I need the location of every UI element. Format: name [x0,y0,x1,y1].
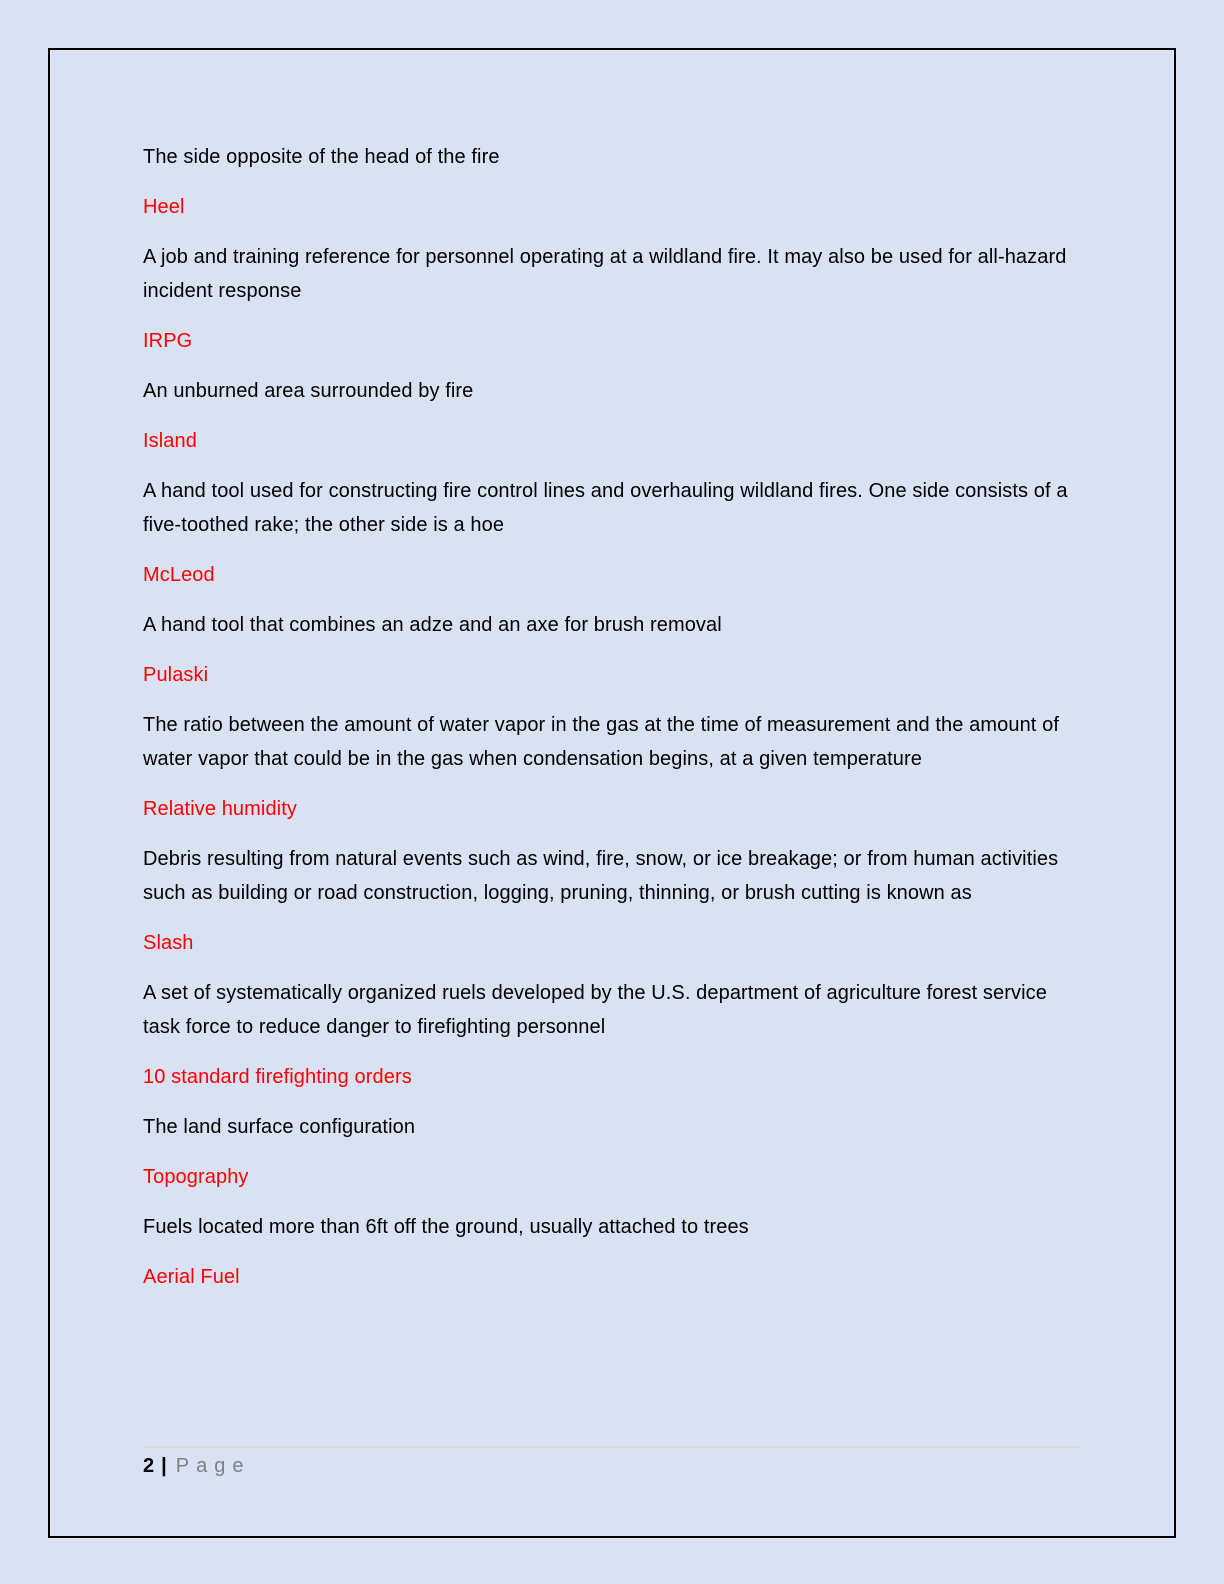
term-heading: Aerial Fuel [143,1266,240,1288]
term-heading: 10 standard firefighting orders [143,1066,412,1088]
term-heading: Pulaski [143,664,209,686]
definition-text: Debris resulting from natural events such as wind, fire, snow, or ice breakage; or from human activities such as building or road construction, logging, pruning, thinning, or brush cutting is known as [143,848,1059,904]
term-heading: Slash [143,932,194,954]
definition-text: The land surface configuration [143,1116,416,1138]
definition-text: Fuels located more than 6ft off the ground, usually attached to trees [143,1216,749,1238]
term-heading: Relative humidity [143,798,297,820]
document-body [143,140,1080,1310]
footer-separator: | [161,1455,167,1477]
definition-text: An unburned area surrounded by fire [143,380,474,402]
definition-text: A job and training reference for personnel operating at a wildland fire. It may also be used for all-hazard incident response [143,246,1067,302]
page-number: 2 [143,1455,155,1477]
footer-divider-line [143,1446,1080,1448]
page-label: Page [175,1455,251,1477]
term-heading: McLeod [143,564,215,586]
definition-text: The side opposite of the head of the fire [143,146,500,168]
term-heading: Island [143,430,197,452]
definition-text: A hand tool that combines an adze and an axe for brush removal [143,614,722,636]
definition-text: A hand tool used for constructing fire control lines and overhauling wildland fires. One side consists of a five-toothed rake; the other side is a hoe [143,480,1068,536]
definition-text: A set of systematically organized ruels developed by the U.S. department of agriculture forest service task force to reduce danger to firefighting personnel [143,982,1047,1038]
definition-text: The ratio between the amount of water vapor in the gas at the time of measurement and the amount of water vapor that could be in the gas when condensation begins, at a given temperature [143,714,1059,770]
term-heading: Heel [143,196,185,218]
term-heading: IRPG [143,330,193,352]
term-heading: Topography [143,1166,249,1188]
page-footer [143,1452,250,1480]
